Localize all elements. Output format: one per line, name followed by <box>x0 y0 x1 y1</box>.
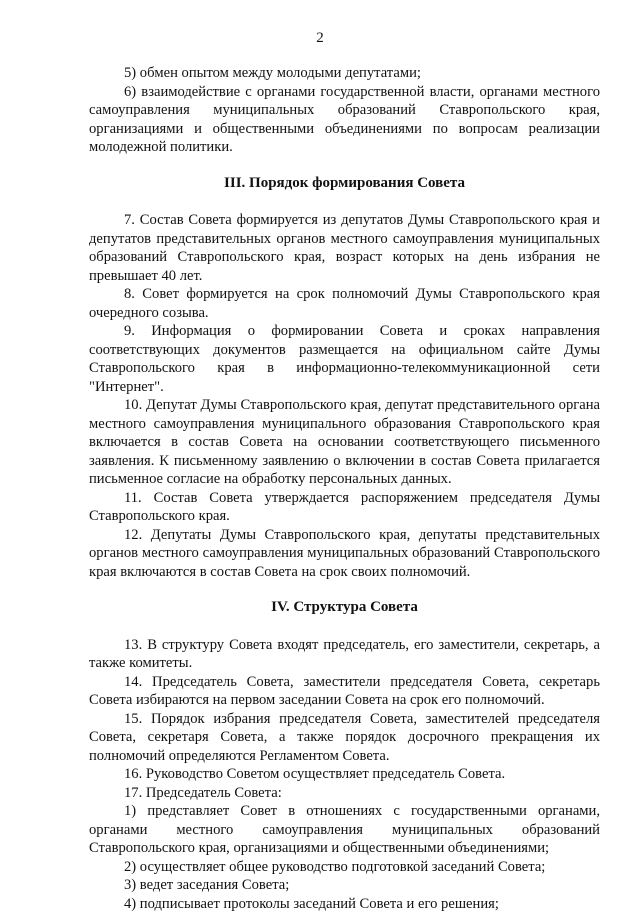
paragraph: 11. Состав Совета утверждается распоряжением председателя Думы Ставропольского края. <box>89 489 600 526</box>
section-heading-4: IV. Структура Совета <box>89 598 600 617</box>
paragraph: 9. Информация о формировании Совета и сроках направления соответствующих документов размещается на официальном сайте Думы Ставропольского края в информационно-телекоммуникационной сети "Интернет". <box>89 322 600 396</box>
paragraph: 6) взаимодействие с органами государственной власти, органами местного самоуправления муниципальных образований Ставропольского края, организациями и общественными объединениями по вопросам реализации молодежной политики. <box>89 83 600 157</box>
paragraph: 1) представляет Совет в отношениях с государственными органами, органами местного самоуправления муниципальных образований Ставропольского края, организациями и общественными объединениями; <box>89 802 600 858</box>
paragraph: 4) подписывает протоколы заседаний Совета и его решения; <box>89 895 600 913</box>
paragraph: 3) ведет заседания Совета; <box>89 876 600 895</box>
paragraph: 17. Председатель Совета: <box>89 784 600 803</box>
paragraph: 12. Депутаты Думы Ставропольского края, депутаты представительных органов местного самоуправления муниципальных образований Ставропольского края включаются в состав Совета на срок своих полномочий. <box>89 526 600 582</box>
paragraph: 14. Председатель Совета, заместители председателя Совета, секретарь Совета избираются на первом заседании Совета на срок его полномочий. <box>89 673 600 710</box>
paragraph: 5) обмен опытом между молодыми депутатами; <box>89 64 600 83</box>
paragraph: 15. Порядок избрания председателя Совета, заместителей председателя Совета, секретаря Совета, а также порядок досрочного прекращения их полномочий определяются Регламентом Совета. <box>89 710 600 766</box>
page-number: 2 <box>0 30 640 47</box>
document-body <box>89 64 600 913</box>
paragraph: 10. Депутат Думы Ставропольского края, депутат представительного органа местного самоуправления муниципального образования Ставропольского края включается в состав Совета на основании соответствующего письменного заявления. К письменному заявлению о включении в состав Совета прилагается письменное согласие на обработку персональных данных. <box>89 396 600 489</box>
paragraph: 2) осуществляет общее руководство подготовкой заседаний Совета; <box>89 858 600 877</box>
paragraph: 8. Совет формируется на срок полномочий Думы Ставропольского края очередного созыва. <box>89 285 600 322</box>
paragraph: 13. В структуру Совета входят председатель, его заместители, секретарь, а также комитеты. <box>89 636 600 673</box>
section-heading-3: III. Порядок формирования Совета <box>89 174 600 193</box>
paragraph: 16. Руководство Советом осуществляет председатель Совета. <box>89 765 600 784</box>
paragraph: 7. Состав Совета формируется из депутатов Думы Ставропольского края и депутатов представительных органов местного самоуправления муниципальных образований Ставропольского края, возраст которых на день избрания не превышает 40 лет. <box>89 211 600 285</box>
